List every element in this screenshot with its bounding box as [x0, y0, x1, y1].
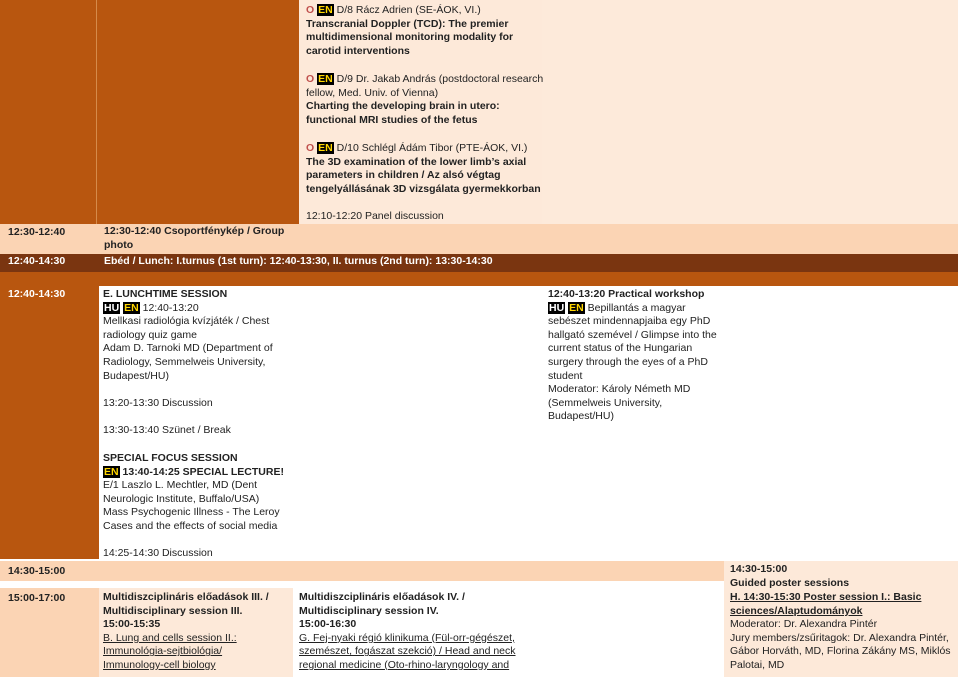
talk-d8: O EN D/8 Rácz Adrien (SE-ÁOK, VI.) Transcranial Doppler (TCD): The premier multidimensional monitoring modality for carotid interventions	[306, 4, 514, 57]
hu-badge: HU	[104, 301, 120, 314]
talk-d9: O EN D/9 Dr. Jakab András (postdoctoral research fellow, Med. Univ. of Vienna) Charting the developing brain in utero: functional MRI studies of the fetus	[306, 73, 544, 126]
en-badge: EN	[318, 142, 333, 154]
row-1230-right	[542, 224, 958, 254]
poster-time: 14:30-15:00 Guided poster sessions	[730, 563, 850, 589]
top-right-cream	[542, 0, 958, 224]
time-1240: 12:40-14:30	[8, 288, 66, 300]
time-1500: 15:00-17:00	[8, 592, 66, 604]
poster-session-link[interactable]: sciences/Alaptudományok	[730, 604, 863, 617]
lunch-gap	[0, 272, 958, 286]
en-badge: EN	[104, 465, 119, 478]
session-3-link[interactable]: Immunology-cell biology	[103, 658, 216, 671]
session-4-link[interactable]: regional medicine (Oto-rhino-laryngology and	[299, 658, 510, 671]
row-1430-band	[0, 561, 724, 581]
session-4-link[interactable]: G. Fej-nyaki régió klinikuma (Fül-orr-gégészet,	[299, 631, 515, 644]
mid-brown-column	[99, 0, 299, 224]
left-brown-column-inner	[3, 0, 97, 224]
poster-session: H. 14:30-15:30 Poster session I.: Basic sciences/Alaptudományok Moderator: Dr. Alexandra Pintér Jury members/zsűritagok: Dr. Alexandra Pintér, Gábor Horváth, MD, Florina Zákány MS, Miklós Palotai, MD	[730, 591, 958, 673]
group-photo: 12:30-12:40 Csoportfénykép / Group photo	[104, 225, 285, 251]
row-1240-left	[0, 286, 99, 559]
time-lunch: 12:40-14:30	[8, 255, 66, 267]
lunchtime-session: E. LUNCHTIME SESSION HU EN 12:40-13:20 Mellkasi radiológia kvízjáték / Chest radiology quiz game Adam D. Tarnoki MD (Department of Radiology, Semmelweis University, Budapest/HU) 13:20-13:30 Discussion 13:30-13:40 Szünet / Break	[103, 288, 273, 436]
session-4: Multidiszciplináris előadások IV. / Multidisciplinary session IV. 15:00-16:30 G. Fej-nyaki régió klinikuma (Fül-orr-gégészet, szemészet, fogászat szekció) / Head and neck regional medicine (Oto-rhino-laryngology and	[299, 591, 539, 673]
time-1230: 12:30-12:40	[8, 226, 66, 238]
lunch-text: Ebéd / Lunch: I.turnus (1st turn): 12:40-13:30, II. turnus (2nd turn): 13:30-14:30	[104, 255, 493, 267]
talk-d10: O EN D/10 Schlégl Ádám Tibor (PTE-ÁOK, VI.) The 3D examination of the lower limb’s axial parameters in children / Az alsó végtag tengelyállásának 3D vizsgálata gyermekkorban	[306, 142, 541, 195]
special-focus-session: SPECIAL FOCUS SESSION EN 13:40-14:25 SPECIAL LECTURE! E/1 Laszlo L. Mechtler, MD (Dent Neurologic Institute, Buffalo/USA) Mass Psychogenic Illness - The Leroy Cases and the effects of social media 14:25-14:30 Discussion	[103, 452, 284, 560]
panel-discussion: 12:10-12:20 Panel discussion	[306, 210, 444, 222]
session-3-link[interactable]: Immunológia-sejtbiológia/	[103, 645, 223, 658]
poster-session-link[interactable]: H. 14:30-15:30 Poster session I.: Basic	[730, 591, 922, 603]
session-3: Multidiszciplináris előadások III. / Multidisciplinary session III. 15:00-15:35 B. Lung and cells session II.: Immunológia-sejtbiológia/ Immunology-cell biology	[103, 591, 293, 673]
practical-workshop: 12:40-13:20 Practical workshop HU EN Bepillantás a magyar sebészet mindennapjaiba egy PhD hallgató szemével / Glimpse into the current status of the Hungarian surgery through the eyes of a PhD student Moderator: Károly Németh MD (Semmelweis University, Budapest/HU)	[548, 288, 717, 423]
en-badge: EN	[318, 73, 333, 85]
hu-badge: HU	[549, 301, 565, 314]
en-badge: EN	[569, 301, 584, 314]
en-badge: EN	[318, 4, 333, 16]
session-3-link[interactable]: B. Lung and cells session II.:	[103, 631, 237, 644]
en-badge: EN	[124, 301, 139, 314]
time-1430: 14:30-15:00	[8, 565, 66, 577]
session-4-link[interactable]: szemészet, fogászat szekció) / Head and neck	[299, 645, 516, 658]
